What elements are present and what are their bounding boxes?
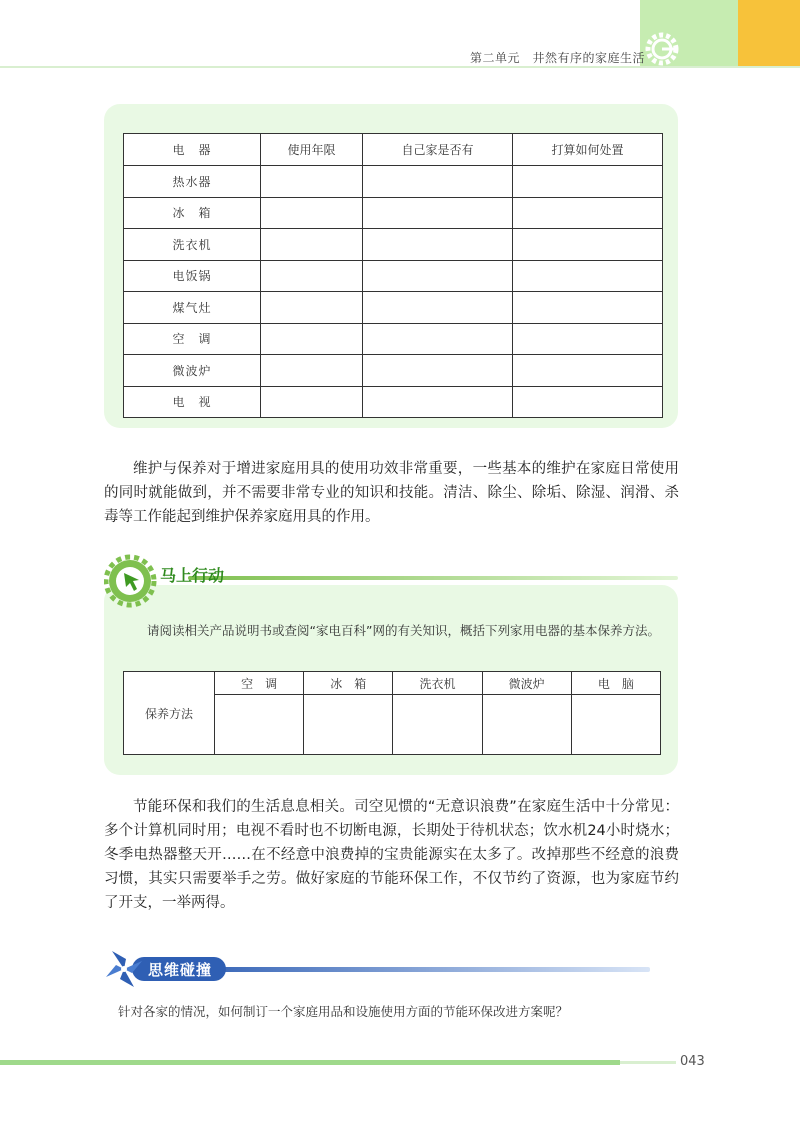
pinwheel-icon: [104, 947, 144, 991]
maintenance-paragraph: 维护与保养对于增进家庭用具的使用功效非常重要，一些基本的维护在家庭日常使用的同时就能做到，并不需要非常专业的知识和技能。清洁、除尘、除垢、除湿、润滑、杀毒等工作能起到维护保养家庭用具的作用。: [104, 461, 679, 525]
answer-cell[interactable]: [215, 695, 304, 755]
appliance-name: 空 调: [124, 323, 261, 355]
table-row: [124, 166, 663, 198]
maintenance-table: [123, 671, 661, 755]
answer-cell[interactable]: [512, 386, 662, 418]
appliance-name: 电 视: [124, 386, 261, 418]
gear-icon: [641, 28, 683, 70]
table-row: [124, 260, 663, 292]
answer-cell[interactable]: [261, 260, 363, 292]
answer-cell[interactable]: [261, 197, 363, 229]
hand-gear-icon: [104, 553, 160, 609]
answer-cell[interactable]: [363, 323, 513, 355]
table-row: [124, 323, 663, 355]
row-label: 保养方法: [124, 672, 215, 755]
header-cell: 使用年限: [261, 134, 363, 166]
footer-bar-tail: [620, 1061, 676, 1064]
page-number: 043: [680, 1054, 705, 1069]
table-row: [124, 229, 663, 261]
thinking-title: 思维碰撞: [148, 961, 213, 979]
answer-cell[interactable]: [304, 695, 393, 755]
answer-cell[interactable]: [393, 695, 482, 755]
answer-cell[interactable]: [261, 355, 363, 387]
answer-cell[interactable]: [261, 323, 363, 355]
header-cell: 空 调: [215, 672, 304, 695]
appliance-table: [123, 133, 663, 418]
action-instruction: 请阅读相关产品说明书或查阅“家电百科”网的有关知识，概括下列家用电器的基本保养方法。: [147, 623, 660, 638]
answer-cell[interactable]: [363, 260, 513, 292]
appliance-name: 微波炉: [124, 355, 261, 387]
answer-cell[interactable]: [261, 292, 363, 324]
answer-cell[interactable]: [512, 260, 662, 292]
answer-cell[interactable]: [261, 166, 363, 198]
header-cell: 电 器: [124, 134, 261, 166]
appliance-name: 煤气灶: [124, 292, 261, 324]
appliance-name: 热水器: [124, 166, 261, 198]
footer-bar: [0, 1060, 620, 1065]
action-banner-line: [188, 576, 678, 580]
answer-cell[interactable]: [512, 197, 662, 229]
action-title: 马上行动: [160, 566, 225, 585]
appliance-name: 洗衣机: [124, 229, 261, 261]
answer-cell[interactable]: [512, 166, 662, 198]
answer-cell[interactable]: [512, 355, 662, 387]
answer-cell[interactable]: [363, 292, 513, 324]
table-header-row: [124, 134, 663, 166]
answer-cell[interactable]: [363, 229, 513, 261]
thinking-question: 针对各家的情况，如何制订一个家庭用品和设施使用方面的节能环保改进方案呢？: [118, 1004, 569, 1019]
unit-title: 第二单元 井然有序的家庭生活: [470, 51, 646, 65]
thinking-banner-line: [180, 967, 650, 972]
table-row: [124, 355, 663, 387]
header-cell: 微波炉: [482, 672, 571, 695]
header-cell: 洗衣机: [393, 672, 482, 695]
header-cell: 自己家是否有: [363, 134, 513, 166]
answer-cell[interactable]: [363, 197, 513, 229]
answer-cell[interactable]: [571, 695, 660, 755]
table-row: [124, 386, 663, 418]
answer-cell[interactable]: [363, 355, 513, 387]
answer-cell[interactable]: [482, 695, 571, 755]
answer-cell[interactable]: [512, 229, 662, 261]
answer-cell[interactable]: [261, 386, 363, 418]
header-cell: 电 脑: [571, 672, 660, 695]
answer-cell[interactable]: [261, 229, 363, 261]
answer-cell[interactable]: [512, 323, 662, 355]
answer-cell[interactable]: [512, 292, 662, 324]
header-yellow-block: [738, 0, 800, 66]
energy-saving-paragraph: 节能环保和我们的生活息息相关。司空见惯的“无意识浪费”在家庭生活中十分常见：多个计算机同时用；电视不看时也不切断电源，长期处于待机状态；饮水机24小时烧水；冬季电热器整天开……在不经意中浪费掉的宝贵能源实在太多了。改掉那些不经意的浪费习惯，其实只需要举手之劳。做好家庭的节能环保工作，不仅节约了资源，也为家庭节约了开支，一举两得。: [104, 799, 679, 911]
table-header-row: [124, 672, 661, 695]
answer-cell[interactable]: [363, 386, 513, 418]
appliance-name: 冰 箱: [124, 197, 261, 229]
table-row: [124, 292, 663, 324]
header-cell: 冰 箱: [304, 672, 393, 695]
header-cell: 打算如何处置: [512, 134, 662, 166]
appliance-name: 电饭锅: [124, 260, 261, 292]
answer-cell[interactable]: [363, 166, 513, 198]
table-row: [124, 197, 663, 229]
